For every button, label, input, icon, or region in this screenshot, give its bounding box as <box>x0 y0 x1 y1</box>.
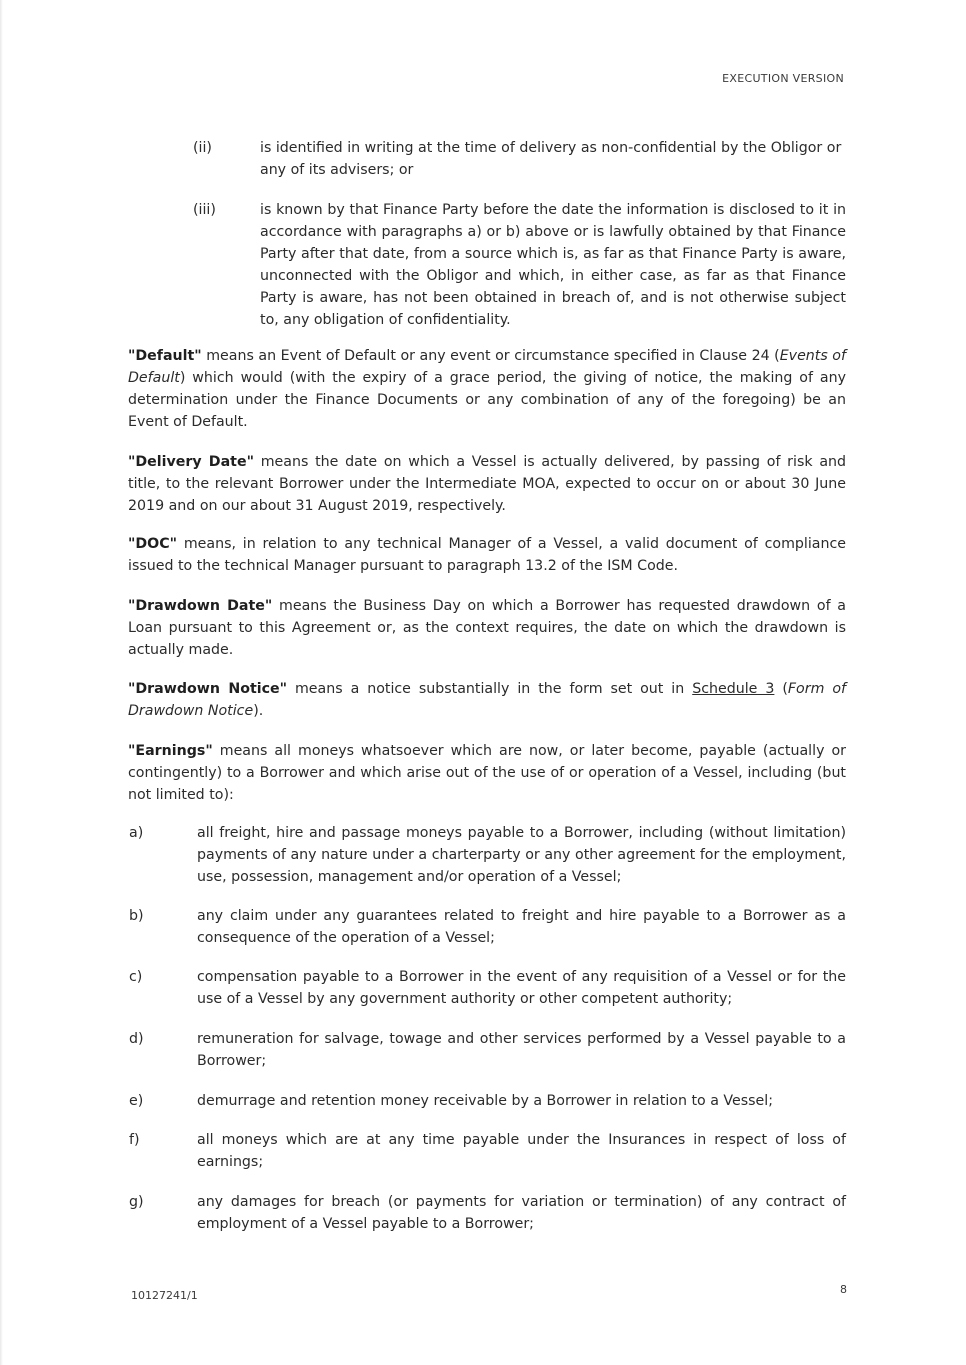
page-number: 8 <box>840 1283 847 1296</box>
earnings-item-c <box>129 966 846 1010</box>
definition-text: ). <box>253 703 264 719</box>
list-item-text: remuneration for salvage, towage and other services performed by a Vessel payable to a Borrower; <box>197 1031 846 1069</box>
definition-text: means, in relation to any technical Manager of a Vessel, a valid document of compliance issued to the technical Manager pursuant to paragraph 13.2 of the ISM Code. <box>128 536 846 574</box>
list-item-text: any claim under any guarantees related to freight and hire payable to a Borrower as a consequence of the operation of a Vessel; <box>197 908 846 946</box>
definition-text: ) which would (with the expiry of a grace period, the giving of notice, the making of any determination under the Finance Documents or any combination of any of the foregoing) be an Event of Default. <box>128 370 846 430</box>
definition-text: means the date on which a Vessel is actually delivered, by passing of risk and title, to the relevant Borrower under the Intermediate MOA, expected to occur on or about 30 June 2019 and on our about 31 August 2019, respectively. <box>128 454 847 514</box>
term-drawdown-date: "Drawdown Date" <box>128 598 273 614</box>
definition-text: means all moneys whatsoever which are now, or later become, payable (actually or contingently) to a Borrower and which arise out of the use of or operation of a Vessel, including (but not limited to): <box>128 743 846 803</box>
definition-delivery-date <box>128 451 846 517</box>
earnings-item-b <box>129 905 846 949</box>
earnings-item-d <box>129 1028 846 1072</box>
list-item-letter: g) <box>129 1194 144 1210</box>
list-item-letter: f) <box>129 1132 140 1148</box>
sub-item-iii <box>193 199 846 331</box>
list-item-text: all moneys which are at any time payable under the Insurances in respect of loss of earnings; <box>197 1132 846 1170</box>
list-item-letter: c) <box>129 969 143 985</box>
sub-item-text: is identified in writing at the time of delivery as non-confidential by the Obligor or any of its advisers; or <box>260 140 842 178</box>
earnings-item-a <box>129 822 846 888</box>
schedule-3-link[interactable]: Schedule 3 <box>692 681 775 697</box>
list-item-letter: e) <box>129 1093 144 1109</box>
definition-drawdown-date <box>128 595 846 661</box>
schedule-title: Form of Drawdown Notice <box>128 681 847 719</box>
definition-drawdown-notice <box>128 678 846 722</box>
sub-item-text: is known by that Finance Party before the date the information is disclosed to it in accordance with paragraphs a) or b) above or is lawfully obtained by that Finance Party after that date, from a source which is, as far as that Finance Party is aware, unconnected with the Obligor and which, in either case, as far as that Finance Party is aware, has not been obtained in breach of, and is not otherwise subject to, any obligation of confidentiality. <box>260 202 846 328</box>
list-item-letter: d) <box>129 1031 144 1047</box>
term-default: "Default" <box>128 348 202 364</box>
term-earnings: "Earnings" <box>128 743 213 759</box>
earnings-item-e <box>129 1090 846 1112</box>
sub-item-number: (iii) <box>193 202 216 218</box>
list-item-text: demurrage and retention money receivable by a Borrower in relation to a Vessel; <box>197 1093 773 1109</box>
definition-default <box>128 345 846 433</box>
term-drawdown-notice: "Drawdown Notice" <box>128 681 288 697</box>
list-item-letter: b) <box>129 908 144 924</box>
definition-text: means the Business Day on which a Borrower has requested drawdown of a Loan pursuant to this Agreement or, as the context requires, the date on which the drawdown is actually made. <box>128 598 846 658</box>
earnings-item-f <box>129 1129 846 1173</box>
sub-item-number: (ii) <box>193 140 212 156</box>
earnings-item-g <box>129 1191 846 1235</box>
definition-text: means an Event of Default or any event or circumstance specified in Clause 24 ( <box>201 348 780 364</box>
list-item-text: all freight, hire and passage moneys payable to a Borrower, including (without limitation) payments of any nature under a charterparty or any other agreement for the employment, use, possession, management and/or operation of a Vessel; <box>197 825 846 885</box>
term-delivery-date: "Delivery Date" <box>128 454 254 470</box>
definition-doc <box>128 533 846 577</box>
term-doc: "DOC" <box>128 536 178 552</box>
sub-item-ii <box>193 137 846 181</box>
definition-text: ( <box>774 681 788 697</box>
list-item-text: compensation payable to a Borrower in the event of any requisition of a Vessel or for the use of a Vessel by any government authority or other competent authority; <box>197 969 846 1007</box>
list-item-text: any damages for breach (or payments for variation or termination) of any contract of employment of a Vessel payable to a Borrower; <box>197 1194 846 1232</box>
definition-earnings <box>128 740 846 806</box>
scan-edge-shadow <box>0 0 3 1365</box>
execution-version-header: EXECUTION VERSION <box>722 72 844 85</box>
document-reference: 10127241/1 <box>131 1289 198 1302</box>
clause-reference: Events of Default <box>128 348 846 386</box>
definition-text: means a notice substantially in the form set out in <box>287 681 693 697</box>
list-item-letter: a) <box>129 825 144 841</box>
